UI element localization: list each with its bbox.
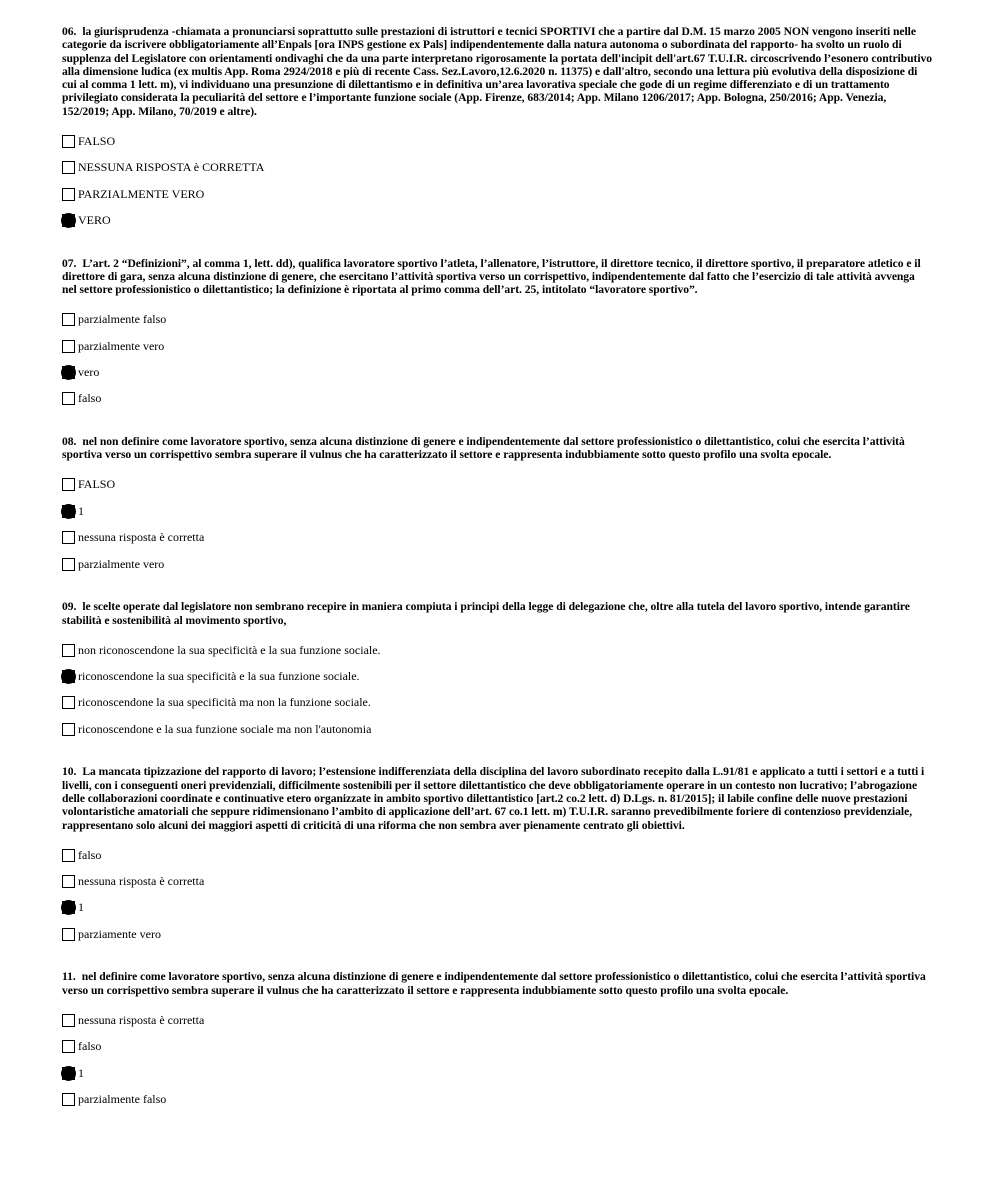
checkbox[interactable] [62,1040,75,1053]
question-09 [62,600,932,742]
checkbox[interactable] [62,313,75,326]
question-number: 11. [62,970,76,984]
question-08 [62,435,932,577]
answer-options [62,128,932,234]
answer-options [62,1007,932,1113]
question-text [62,25,932,118]
checkbox[interactable] [62,1014,75,1027]
question-body: le scelte operate dal legislatore non sembrano recepire in maniera compiuta i principi della legge di delegazione che, oltre alla tutela del lavoro sportivo, intende garantire stabilità e sostenibilità al movimento sportivo, [62,600,910,627]
option-label: 1 [78,900,84,915]
option-label: parzialmente vero [78,338,165,353]
option-label: riconoscendone la sua specificità e la sua funzione sociale. [78,668,360,683]
answer-option[interactable] [62,154,932,180]
option-label: FALSO [78,477,116,492]
option-label: parzialmente vero [78,556,165,571]
option-label: falso [78,847,102,862]
quiz-page [62,25,932,1136]
option-label: nessuna risposta è corretta [78,873,205,888]
option-label: FALSO [78,133,116,148]
answer-option[interactable] [62,333,932,359]
answer-option[interactable] [62,868,932,894]
option-label: 1 [78,1065,84,1080]
answer-option[interactable] [62,1007,932,1033]
option-label: parziamente vero [78,926,161,941]
question-body: La mancata tipizzazione del rapporto di lavoro; l’estensione indifferenziata della disciplina del lavoro subordinato recepito dalla L.91/81 e applicato a tutti i settori e a tutti i livelli, con i conseguenti oneri previdenziali, difficilmente sostenibili per il settore dilettantistico che deve obbligatoriamente operare in un contesto non lucrativo; l’abrogazione delle collaborazioni coordinate e continuative etero organizzate in ambito sportivo dilettantistico [art.2 co.2 lett. d) D.Lgs. n. 81/2015]; il labile confine delle nuove prestazioni volontaristiche amatoriali che seppure ridimensionano l’ambito di applicazione dell’art. 67 co.1 lett. m) T.U.I.R. saranno prevedibilmente foriere di contenzioso previdenziale, rappresentano solo alcuni dei maggiori aspetti di criticità di una riforma che non sembra aver pienamente centrato gli obiettivi. [62,765,925,832]
answer-option[interactable] [62,551,932,577]
option-label: parzialmente falso [78,1091,167,1106]
checkbox[interactable] [62,849,75,862]
answer-options [62,637,932,743]
checkbox[interactable] [62,901,75,914]
checkbox[interactable] [62,214,75,227]
checkbox[interactable] [62,928,75,941]
option-label: PARZIALMENTE VERO [78,186,205,201]
option-label: falso [78,391,102,406]
option-label: 1 [78,503,84,518]
checkbox[interactable] [62,366,75,379]
option-label: riconoscendone e la sua funzione sociale ma non l'autonomia [78,721,372,736]
checkbox[interactable] [62,392,75,405]
checkbox[interactable] [62,505,75,518]
question-text [62,970,932,997]
question-number: 10. [62,765,77,779]
answer-option[interactable] [62,181,932,207]
answer-options [62,842,932,948]
answer-option[interactable] [62,359,932,385]
checkbox[interactable] [62,670,75,683]
checkbox[interactable] [62,478,75,491]
answer-option[interactable] [62,498,932,524]
checkbox[interactable] [62,723,75,736]
question-body: L’art. 2 “Definizioni”, al comma 1, lett. dd), qualifica lavoratore sportivo l’atleta, l’allenatore, l’istruttore, il direttore tecnico, il direttore sportivo, il preparatore atletico e il direttore di gara, senza alcuna distinzione di genere, che esercitano l’attività sportiva verso un corrispettivo, indipendentemente dal fatto che l’esercizio di tale attività avvenga nel settore professionistico o dilettantistico; la definizione è riportata al primo comma dell’art. 25, intitolato “lavoratore sportivo”. [62,256,921,297]
answer-option[interactable] [62,716,932,742]
option-label: nessuna risposta è corretta [78,1012,205,1027]
checkbox[interactable] [62,644,75,657]
answer-option[interactable] [62,307,932,333]
question-text [62,765,932,831]
question-number: 06. [62,25,77,38]
question-text [62,435,932,462]
checkbox[interactable] [62,531,75,544]
answer-option[interactable] [62,1060,932,1086]
option-label: NESSUNA RISPOSTA è CORRETTA [78,160,265,175]
checkbox[interactable] [62,188,75,201]
answer-option[interactable] [62,386,932,412]
answer-option[interactable] [62,637,932,663]
question-number: 07. [62,256,77,270]
answer-option[interactable] [62,128,932,154]
option-label: parzialmente falso [78,312,167,327]
question-11 [62,970,932,1112]
checkbox[interactable] [62,1093,75,1106]
question-06 [62,25,932,234]
option-label: nessuna risposta è corretta [78,530,205,545]
answer-options [62,472,932,578]
checkbox[interactable] [62,135,75,148]
answer-option[interactable] [62,524,932,550]
option-label: vero [78,365,100,379]
answer-option[interactable] [62,690,932,716]
checkbox[interactable] [62,875,75,888]
question-07 [62,257,932,412]
answer-option[interactable] [62,207,932,233]
answer-option[interactable] [62,472,932,498]
answer-option[interactable] [62,921,932,947]
option-label: riconoscendone la sua specificità ma non la funzione sociale. [78,695,371,710]
checkbox[interactable] [62,558,75,571]
answer-option[interactable] [62,895,932,921]
question-text [62,600,932,627]
question-number: 09. [62,600,77,614]
checkbox[interactable] [62,1067,75,1080]
option-label: VERO [78,212,111,227]
answer-option[interactable] [62,842,932,868]
answer-option[interactable] [62,663,932,689]
checkbox[interactable] [62,161,75,174]
checkbox[interactable] [62,696,75,709]
answer-option[interactable] [62,1086,932,1112]
question-number: 08. [62,435,77,449]
question-text [62,257,932,297]
question-body: nel definire come lavoratore sportivo, senza alcuna distinzione di genere e indipendentemente dal settore professionistico o dilettantistico, colui che esercita l’attività sportiva verso un corrispettivo sembra superare il vulnus che ha caratterizzato il settore e rappresenta indubbiamente sotto questo profilo una svolta epocale. [62,970,926,997]
option-label: non riconoscendone la sua specificità e la sua funzione sociale. [78,642,381,657]
question-10 [62,765,932,947]
answer-options [62,307,932,413]
option-label: falso [78,1039,102,1054]
question-body: nel non definire come lavoratore sportivo, senza alcuna distinzione di genere e indipendentemente dal settore professionistico o dilettantistico, colui che esercita l’attività sportiva verso un corrispettivo sembra superare il vulnus che ha caratterizzato il settore e rappresenta indubbiamente sotto questo profilo una svolta epocale. [62,435,905,462]
checkbox[interactable] [62,340,75,353]
answer-option[interactable] [62,1033,932,1059]
question-body: la giurisprudenza -chiamata a pronunciarsi soprattutto sulle prestazioni di istruttori e tecnici SPORTIVI che a partire dal D.M. 15 marzo 2005 NON vengono inseriti nelle categorie da iscrivere obbligatoriamente all’Enpals [ora INPS gestione ex Pals] indipendentemente dalla natura autonoma o subordinata del rapporto- ha svolto un ruolo di supplenza del Legislatore con orientamenti ondivaghi che da una parte interpretano rigorosamente la portata dell'incipit dell'art.67 T.U.I.R. circoscrivendo l’esonero contributivo alla dimensione ludica (ex multis App. Roma 2924/2018 e più di recente Cass. Sez.Lavoro,12.6.2020 n. 11375) e dall'altro, secondo una lettura più evolutiva della disposizione di cui al comma 1 lett. m), vi individuano una presunzione di dilettantismo e in definitiva un’area lavorativa speciale che gode di un regime differenziato e di un trattamento privilegiato considerata la peculiarità del settore e l’importante funzione sociale (App. Firenze, 683/2014; App. Milano 1206/2017; App. Bologna, 250/2016; App. Venezia, 152/2019; App. Milano, 70/2019 e altre). [62,25,932,118]
